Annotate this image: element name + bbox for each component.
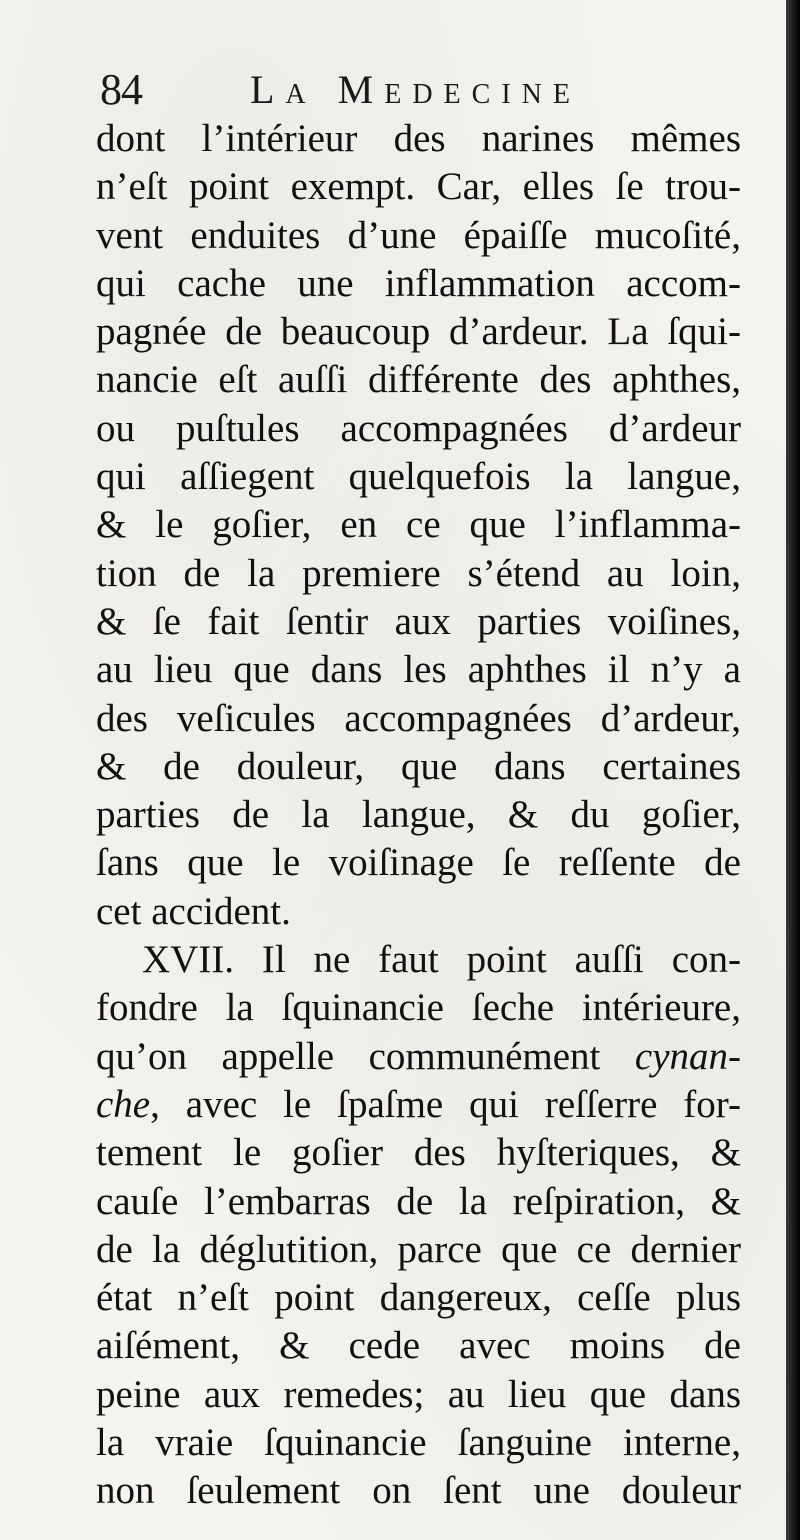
text-line: parties de la langue, & du goſier, bbox=[96, 793, 741, 837]
body-text bbox=[96, 115, 741, 1516]
italic-term: cynan- bbox=[634, 1034, 741, 1078]
running-head: La Medecine bbox=[250, 67, 581, 112]
text-line: des veſicules accompagnées d’ardeur, bbox=[96, 696, 741, 740]
text-line: tement le goſier des hyſteriques, & bbox=[96, 1131, 741, 1175]
text-line: & ſe fait ſentir aux parties voiſines, bbox=[96, 599, 741, 643]
italic-term: che bbox=[96, 1082, 151, 1126]
text-line bbox=[96, 1033, 741, 1081]
text-line: tion de la premiere s’étend au loin, bbox=[96, 551, 741, 595]
text-line: pagnée de beaucoup d’ardeur. La ſqui- bbox=[96, 310, 741, 354]
text-line: dont l’intérieur des narines mêmes bbox=[96, 117, 741, 160]
text-line: & de douleur, que dans certaines bbox=[96, 744, 741, 788]
text-line bbox=[96, 1081, 741, 1129]
text-line: ou puſtules accompagnées d’ardeur bbox=[96, 406, 741, 450]
page-number: 84 bbox=[100, 65, 142, 114]
text-line: peine aux remedes; au lieu que dans bbox=[96, 1372, 741, 1416]
text-line: de la déglutition, parce que ce dernier bbox=[96, 1227, 741, 1271]
text-line: n’eſt point exempt. Car, elles ſe trou- bbox=[96, 165, 741, 209]
text-line: la vraie ſquinancie ſanguine interne, bbox=[96, 1421, 741, 1465]
text-line: cet accident. bbox=[96, 889, 291, 933]
text-line: & le goſier, en ce que l’inflamma- bbox=[96, 503, 741, 547]
text-line: aiſément, & cede avec moins de bbox=[96, 1324, 741, 1368]
text-line: non ſeulement on ſent une douleur bbox=[96, 1469, 741, 1513]
page-header bbox=[100, 60, 720, 120]
line-text: qu’on appelle communément bbox=[96, 1034, 601, 1078]
text-line: qui aſſiegent quelquefois la langue, bbox=[96, 455, 741, 499]
text-line: au lieu que dans les aphthes il n’y a bbox=[96, 648, 741, 692]
text-line: fondre la ſquinancie ſeche intérieure, bbox=[96, 986, 741, 1030]
text-line: nancie eſt auſſi différente des aphthes, bbox=[96, 358, 741, 402]
text-line: état n’eſt point dangereux, ceſſe plus bbox=[96, 1276, 741, 1320]
page-edge-shadow bbox=[786, 0, 800, 1540]
text-line: ſans que le voiſinage ſe reſſente de bbox=[96, 841, 741, 885]
text-line: vent enduites d’une épaiſſe mucoſité, bbox=[96, 213, 741, 257]
text-line: XVII. Il ne faut point auſſi con- bbox=[142, 938, 741, 982]
line-text: , avec le ſpaſme qui reſſerre for- bbox=[150, 1082, 741, 1126]
text-line: cauſe l’embarras de la reſpiration, & bbox=[96, 1179, 741, 1223]
text-line: qui cache une inflammation accom- bbox=[96, 261, 741, 305]
